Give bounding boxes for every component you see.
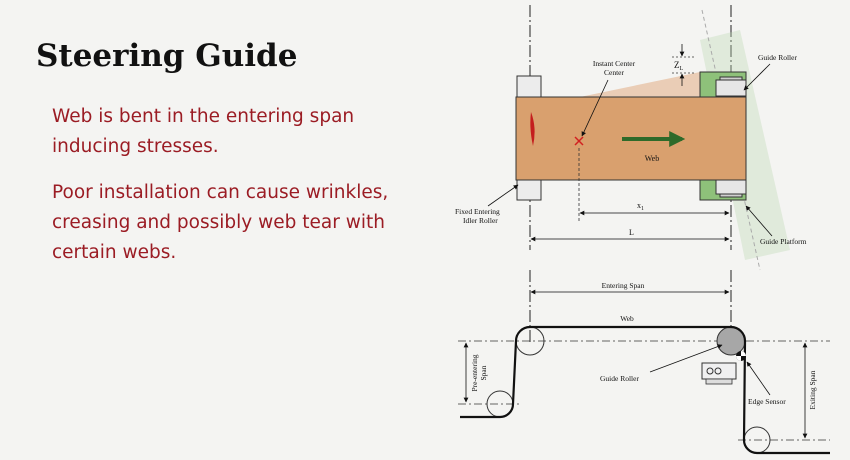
guide-roller-bearing-top xyxy=(716,80,746,96)
exiting-span-label: Exiting Span xyxy=(808,370,817,410)
slide-title: Steering Guide xyxy=(36,38,298,74)
guide-roller-label: Guide Roller xyxy=(758,53,797,62)
edge-sensor-label: Edge Sensor xyxy=(748,397,786,406)
entering-span-label: Entering Span xyxy=(601,281,645,290)
bullet-web-bent: Web is bent in the entering span inducing stresses. xyxy=(52,106,355,157)
guide-platform-label: Guide Platform xyxy=(760,237,807,246)
x1-label: $x_1$ xyxy=(637,201,644,212)
pre-entering-label-line2: Span xyxy=(479,365,488,381)
zl-label: $Z_L$ xyxy=(674,60,684,72)
instant-center-label: Instant Center xyxy=(592,59,636,68)
idler-bearing-top xyxy=(517,76,541,98)
fixed-roller-label-line2: Idler Roller xyxy=(463,216,498,225)
web-label: Web xyxy=(644,154,660,163)
bottom-guide-roller-label: Guide Roller xyxy=(600,374,639,383)
edge-sensor-leader xyxy=(747,362,770,395)
bullet-poor-installation: Poor installation can cause wrinkles, creasing and possibly web tear with certain webs. xyxy=(52,182,389,263)
pre-entering-label: Pre-entering xyxy=(470,354,479,392)
web-path xyxy=(460,327,830,453)
fixed-roller-leader xyxy=(488,185,518,206)
bottom-web-label: Web xyxy=(620,314,634,323)
idler-bearing-bottom xyxy=(517,178,541,200)
top-diagram xyxy=(455,5,807,270)
instant-center-label-line2: Center xyxy=(604,68,624,77)
actuator-icon xyxy=(702,363,736,384)
bottom-diagram xyxy=(458,270,830,453)
fixed-roller-label: Fixed Entering xyxy=(455,207,500,216)
l-label: L xyxy=(629,228,634,237)
edge-sensor-quadrant-2 xyxy=(736,356,741,361)
